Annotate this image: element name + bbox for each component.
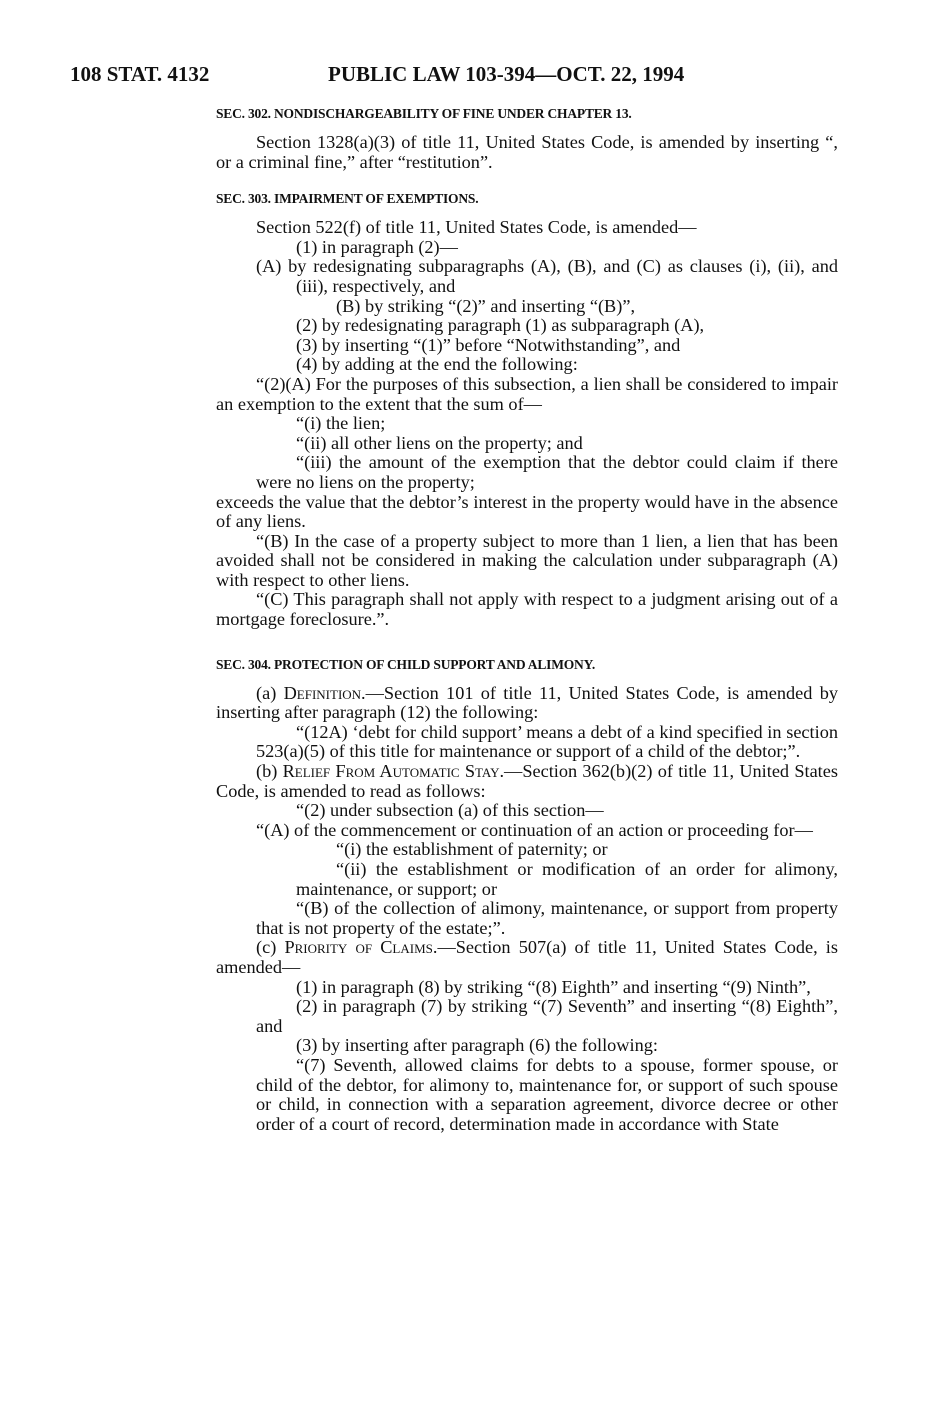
quoted-para-2: “(2) under subsection (a) of this section— [296,800,604,821]
quoted-sub-A-i: “(i) the establishment of paternity; or [336,839,608,860]
section-303-para-1B: (B) by striking “(2)” and inserting “(B)”, [336,295,636,316]
subsection-c-para-2: (2) in paragraph (7) by striking “(7) Seventh” and inserting “(8) Eighth”, and [256,996,838,1036]
subsection-c: (c) Priority of Claims.—Section 507(a) of title 11, United States Code, is amended— [216,937,838,977]
subsection-a-caption: Definition. [283,682,366,703]
subsection-b: (b) Relief From Automatic Stay.—Section 362(b)(2) of title 11, United States Code, is amended to read as follows: [216,761,838,801]
quoted-2A: “(2)(A) For the purposes of this subsection, a lien shall be considered to impair an exemption to the extent that the sum of— [216,373,838,414]
statute-body [216,106,838,1134]
section-303-heading: SEC. 303. IMPAIRMENT OF EXEMPTIONS. [216,191,479,207]
quoted-12A: “(12A) ‘debt for child support’ means a debt of a kind specified in section 523(a)(5) of this title for maintenance or support of a child of the debtor;”. [256,721,838,762]
subsection-b-caption: Relief From Automatic Stay. [282,761,505,782]
section-304-heading: SEC. 304. PROTECTION OF CHILD SUPPORT AND ALIMONY. [216,656,596,672]
quoted-sub-A-ii: “(ii) the establishment or modification of an order for alimony, maintenance, or support; or [296,859,838,899]
quoted-sub-A: “(A) of the commencement or continuation of an action or proceeding for— [256,819,813,840]
subsection-c-para-1: (1) in paragraph (8) by striking “(8) Eighth” and inserting “(9) Ninth”, [296,976,811,997]
quoted-exceeds: exceeds the value that the debtor’s interest in the property would have in the absence of any liens. [216,491,838,532]
section-302-text: Section 1328(a)(3) of title 11, United States Code, is amended by inserting “, or a criminal fine,” after “restitution”. [216,132,838,172]
page-reference: 108 STAT. 4132 [70,62,210,86]
section-303-para-1A: (A) by redesignating subparagraphs (A), (B), and (C) as clauses (i), (ii), and (iii), respectively, and [256,256,838,296]
quoted-clause-ii: “(ii) all other liens on the property; and [296,432,583,453]
subsection-c-para-3: (3) by inserting after paragraph (6) the following: [296,1035,658,1056]
quoted-clause-iii: “(iii) the amount of the exemption that the debtor could claim if there were no liens on the property; [256,452,838,492]
section-303-para-2: (2) by redesignating paragraph (1) as subparagraph (A), [296,315,705,336]
section-303-intro: Section 522(f) of title 11, United States Code, is amended— [256,217,697,238]
quoted-clause-i: “(i) the lien; [296,413,386,434]
section-302-heading: SEC. 302. NONDISCHARGEABILITY OF FINE UNDER CHAPTER 13. [216,106,632,121]
section-303-para-1: (1) in paragraph (2)— [296,236,458,257]
quoted-para-7: “(7) Seventh, allowed claims for debts to a spouse, former spouse, or child of the debtor, for alimony to, maintenance for, or support of such spouse or child, in connection with a separation agreement, divorce decree or other order of a court of record, determination made in accordance with State [256,1054,838,1134]
public-law-citation: PUBLIC LAW 103-394—OCT. 22, 1994 [328,62,685,86]
quoted-C: “(C) This paragraph shall not apply with respect to a judgment arising out of a mortgage foreclosure.”. [216,589,838,630]
subsection-c-caption: Priority of Claims. [284,937,438,958]
quoted-B: “(B) In the case of a property subject to more than 1 lien, a lien that has been avoided shall not be considered in making the calculation under subparagraph (A) with respect to other liens. [216,530,838,590]
section-303-para-4: (4) by adding at the end the following: [296,354,578,375]
subsection-a: (a) Definition.—Section 101 of title 11, United States Code, is amended by inserting after paragraph (12) the following: [216,682,838,723]
section-303-para-3: (3) by inserting “(1)” before “Notwithstanding”, and [296,334,681,355]
quoted-sub-B: “(B) of the collection of alimony, maintenance, or support from property that is not property of the estate;”. [256,898,838,938]
